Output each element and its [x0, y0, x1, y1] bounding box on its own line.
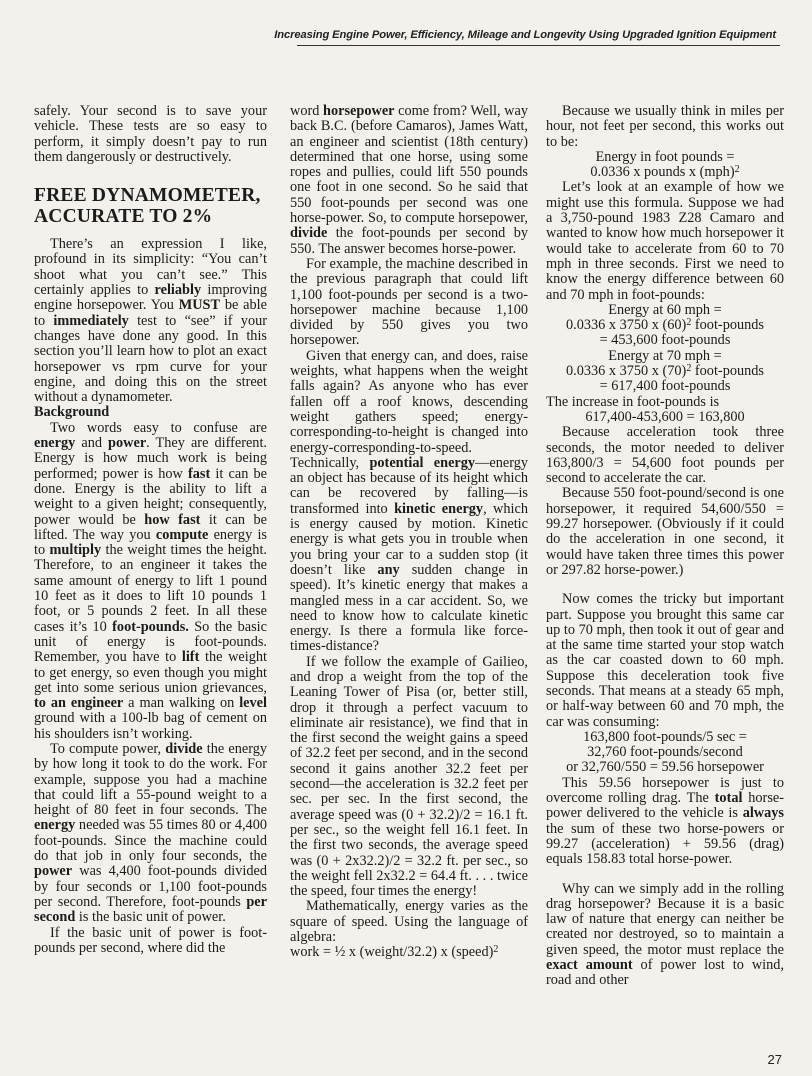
paragraph: Because we usually think in miles per hour, not feet per second, this works out to be: — [546, 104, 784, 150]
paragraph: This 59.56 horsepower is just to overcome rolling drag. The total horse-power delivered to the vehicle is always the sum of these two horse-powers or 99.27 (acceleration) + 59.56 (drag) equals 158.83 total horse-power. — [546, 774, 784, 868]
header-rule — [297, 45, 780, 46]
paragraph: To compute power, divide the energy by how long it took to do the work. For example, suppose you had a machine that could lift a 55-pound weight to a height of 80 feet in four seconds. The energy needed was 55 times 80 or 4,400 foot-pounds. Since the machine could do that job in only four seconds, the power was 4,400 foot-pounds divided by four seconds or 1,100 foot-pounds per second. Therefore, foot-pounds per second is the basic unit of power. — [34, 740, 267, 926]
formula-line: = 453,600 foot-pounds — [599, 332, 731, 349]
paragraph: If the basic unit of power is foot-pounds per second, where did the — [34, 924, 267, 956]
column-1 — [34, 104, 267, 1054]
paragraph: Mathematically, energy varies as the square of speed. Using the language of algebra: — [290, 898, 528, 946]
paragraph: Because acceleration took three seconds, the motor needed to deliver 163,800/3 = 54,600 foot pounds per second to accelerate the car. — [546, 424, 784, 487]
paragraph: Two words easy to confuse are energy and power. They are different. Energy is how much work is being performed; power is how fast it can be done. Energy is the ability to lift a weight to a given height; consequently, power would be how fast it can be lifted. The way you compute energy is to multiply the weight times the height. Therefore, to an engineer it takes the same amount of energy to lift 1 pound 10 feet as it does to lift 10 pounds 1 foot, or 5 pounds 2 feet. In all these cases it’s 10 foot-pounds. So the basic unit of energy is foot-pounds. Remember, you have to lift the weight to get energy, so even though you might get into some serious union grievances, to an engineer a man walking on level ground with a 100-lb bag of cement on his shoulders isn’t working. — [34, 419, 267, 742]
formula-line: Energy at 70 mph = — [608, 347, 722, 364]
paragraph: If we follow the example of Gailieo, and drop a weight from the top of the Leaning Tower of Pisa (or, better still, drop it through a perfect vacuum to eliminate air resistance), we find that in the first second the weight gains a speed of 32.2 feet per second, and in the second second it gains another 32.2 feet per second—the acceleration is 32.2 feet per sec. per sec. In the first second, the average speed was (0 + 32.2)/2 = 16.1 ft. per sec., so the weight fell 16.1 feet. In the first two seconds, the average speed was (0 + 2x32.2)/2 = 32.2 ft. per sec., so the weight fell 2x32.2 = 64.4 ft. . . . twice the speed, four times the energy! — [290, 653, 528, 900]
paragraph: Now comes the tricky but important part. Suppose you brought this same car up to 70 mph, then took it out of gear and at the same time started your stop watch as the car coasted down to 60 mph. Suppose this deceleration took five seconds. That means at a steady 65 mph, or half-way between 60 and 70 mph, the car was consuming: — [546, 591, 784, 730]
page-number: 27 — [767, 1052, 782, 1067]
paragraph: Let’s look at an example of how we might use this formula. Suppose we had a 3,750-pound 1983 Z28 Camaro and wanted to know how much horsepower it would take to accelerate from 60 to 70 mph in three seconds. First we need to know the energy difference between 60 and 70 mph in foot-pounds: — [546, 179, 784, 303]
formula-line: The increase in foot-pounds is — [546, 393, 720, 410]
subheading: Background — [34, 404, 110, 421]
paragraph: Given that energy can, and does, raise weights, what happens when the weight falls again? As anyone who has ever fallen off a roof knows, descending weight gathers speed; energy-corresponding-to-height is changed into energy-corresponding-to-speed. Technically, potential energy—energy an object has because of its height which can be recovered by falling—is transformed into kinetic energy, which is energy caused by motion. Kinetic energy is what gets you in trouble when you bring your car to a sudden stop (it doesn’t like any sudden change in speed). It’s kinetic energy that makes a mangled mess in a car accident. So, we need to know how to calculate kinetic energy. Is there a formula like force-times-distance? — [290, 347, 528, 655]
running-header-title: Increasing Engine Power, Efficiency, Mileage and Longevity Using Upgraded Ignition Equipment — [274, 29, 776, 41]
paragraph: word horsepower come from? Well, way back B.C. (before Camaros), James Watt, an engineer and scientist (18th century) determined that one horse, using some ropes and pullies, could lift 550 pounds one foot in one second. So he said that 550 foot-pounds per second was one horse-power. So, to compute horsepower, divide the foot-pounds per second by 550. The answer becomes horse-power. — [290, 104, 528, 257]
work-formula: work = ½ x (weight/32.2) x (speed)$^2$ — [290, 944, 499, 961]
paragraph: For example, the machine described in the previous paragraph that could lift 1,100 foot-pounds per second is a two-horsepower machine because 1,100 divided by 550 gives you two horsepower. — [290, 255, 528, 349]
formula-line: = 617,400 foot-pounds — [599, 378, 731, 395]
formula-line: 0.0336 x 3750 x $(70)^2$ foot-pounds — [566, 363, 764, 380]
formula-line: 617,400-453,600 = 163,800 — [585, 408, 745, 425]
section-heading: FREE DYNAMOMETER, ACCURATE TO 2% — [34, 185, 261, 228]
formula-line: or 32,760/550 = 59.56 horsepower — [566, 759, 764, 776]
formula-line: Energy at 60 mph = — [608, 301, 722, 318]
column-2 — [290, 104, 528, 1054]
page-header — [0, 0, 812, 48]
formula-line: 0.0336 x pounds x (mph)$^2$ — [590, 164, 740, 181]
formula-line: 32,760 foot-pounds/second — [587, 744, 743, 761]
formula-line: Energy in foot pounds = — [595, 148, 735, 165]
paragraph: Why can we simply add in the rolling drag horsepower? Because it is a basic law of nature that energy can neither be created nor destroyed, so to maintain a given speed, the motor must replace the exact amount of power lost to wind, road and other — [546, 880, 784, 989]
formula-line: 0.0336 x 3750 x $(60)^2$ foot-pounds — [566, 317, 764, 334]
formula-line: 163,800 foot-pounds/5 sec = — [583, 728, 747, 745]
column-3 — [546, 104, 784, 1054]
paragraph: safely. Your second is to save your vehicle. These tests are so easy to perform, it simply doesn’t pay to run them dangerously or destructively. — [34, 104, 267, 165]
paragraph: Because 550 foot-pound/second is one horsepower, it required 54,600/550 = 99.27 horsepower. (Obviously if it could do the acceleration in one second, it would have taken three times this power or 297.82 horse-power.) — [546, 485, 784, 578]
paragraph: There’s an expression I like, profound in its simplicity: “You can’t shoot what you can’t see.” This certainly applies to reliably improving engine horsepower. You MUST be able to immediately test to “see” if your changes have done any good. In this section you’ll learn how to plot an exact horsepower vs rpm curve for your engine, and doing this on the street without a dynamometer. — [34, 236, 267, 406]
